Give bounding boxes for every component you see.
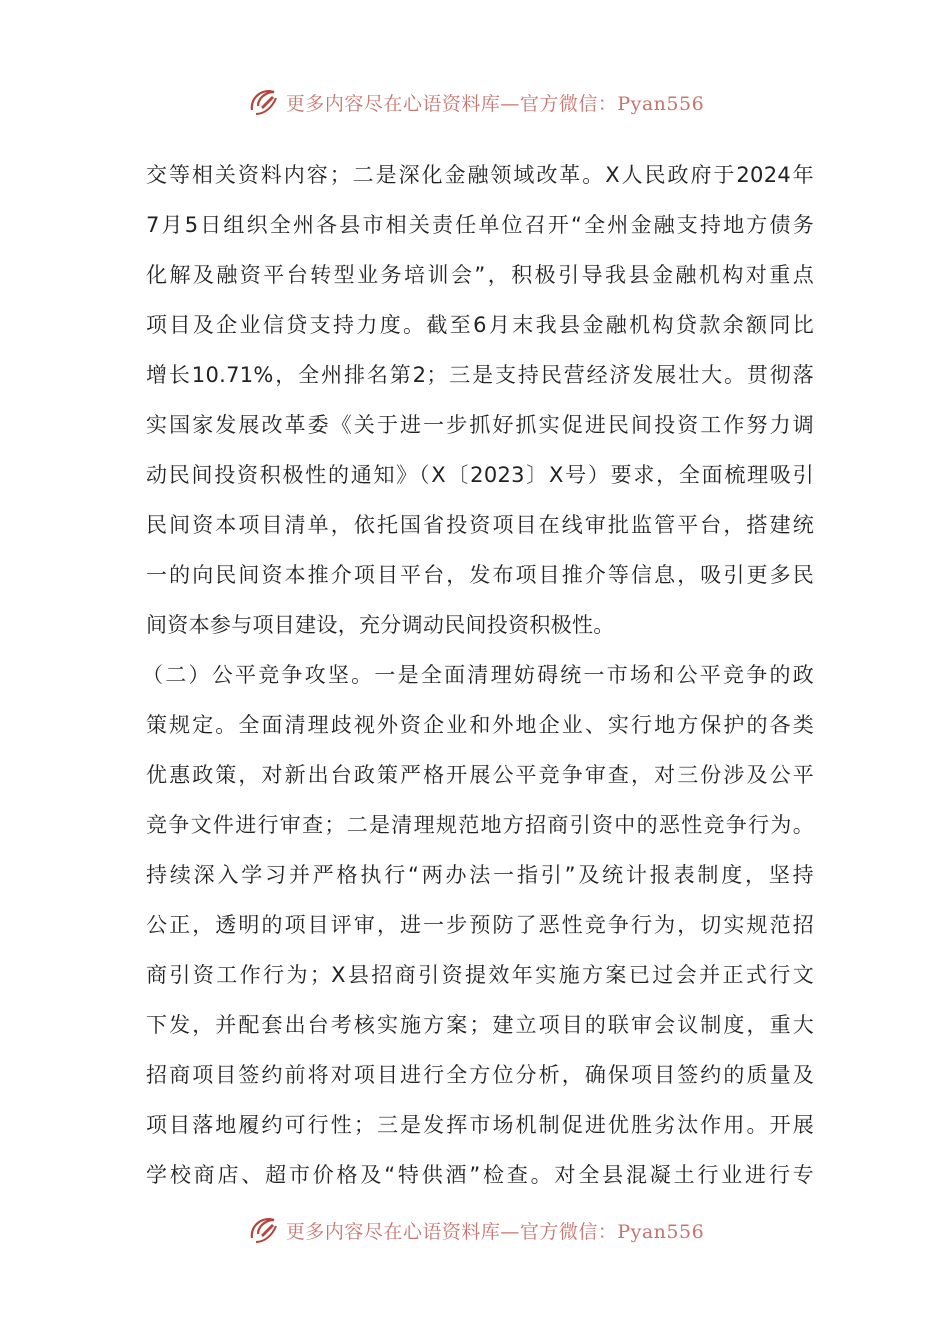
header-watermark — [0, 82, 950, 122]
body-line: 学校商店、超市价格及“特供酒”检查。对全县混凝土行业进行专 — [146, 1163, 814, 1187]
body-line: 化解及融资平台转型业务培训会”，积极引导我县金融机构对重点 — [146, 263, 814, 287]
body-line: 增长10.71%，全州排名第2；三是支持民营经济发展壮大。贯彻落 — [146, 363, 814, 387]
watermark-text: 更多内容尽在心语资料库—官方微信：Pyan556 — [285, 1220, 705, 1243]
body-line: 动民间投资积极性的通知》（X〔2023〕X号）要求，全面梳理吸引 — [146, 463, 814, 487]
body-line: 竞争文件进行审查；二是清理规范地方招商引资中的恶性竞争行为。 — [146, 813, 814, 837]
body-line: 公正，透明的项目评审，进一步预防了恶性竞争行为，切实规范招 — [146, 913, 814, 937]
body-line: 项目及企业信贷支持力度。截至6月末我县金融机构贷款余额同比 — [146, 313, 814, 337]
body-line: 间资本参与项目建设，充分调动民间投资积极性。 — [146, 613, 615, 637]
body-line: 下发，并配套出台考核实施方案；建立项目的联审会议制度，重大 — [146, 1013, 814, 1037]
body-line: 策规定。全面清理歧视外资企业和外地企业、实行地方保护的各类 — [146, 713, 814, 737]
pen-nib-swirl-icon — [246, 1212, 282, 1248]
body-line: 民间资本项目清单，依托国省投资项目在线审批监管平台，搭建统 — [146, 513, 814, 537]
body-line: 商引资工作行为；X县招商引资提效年实施方案已过会并正式行文 — [146, 963, 814, 987]
body-line: 招商项目签约前将对项目进行全方位分析，确保项目签约的质量及 — [146, 1063, 814, 1087]
body-line: 实国家发展改革委《关于进一步抓好抓实促进民间投资工作努力调 — [146, 413, 814, 437]
body-line: 持续深入学习并严格执行“两办法一指引”及统计报表制度，坚持 — [146, 863, 814, 887]
body-line: 交等相关资料内容；二是深化金融领域改革。X人民政府于2024年 — [146, 163, 814, 187]
body-line: 优惠政策，对新出台政策严格开展公平竞争审查，对三份涉及公平 — [146, 763, 814, 787]
section-heading-line: （二）公平竞争攻坚。一是全面清理妨碍统一市场和公平竞争的政 — [142, 663, 814, 687]
body-line: 一的向民间资本推介项目平台，发布项目推介等信息，吸引更多民 — [146, 563, 814, 587]
watermark-text: 更多内容尽在心语资料库—官方微信：Pyan556 — [285, 92, 705, 115]
document-body — [142, 150, 814, 1200]
body-line: 7月5日组织全州各县市相关责任单位召开“全州金融支持地方债务 — [146, 213, 814, 237]
body-line: 项目落地履约可行性；三是发挥市场机制促进优胜劣汰作用。开展 — [146, 1113, 814, 1137]
pen-nib-swirl-icon — [246, 84, 282, 120]
footer-watermark — [0, 1210, 950, 1250]
